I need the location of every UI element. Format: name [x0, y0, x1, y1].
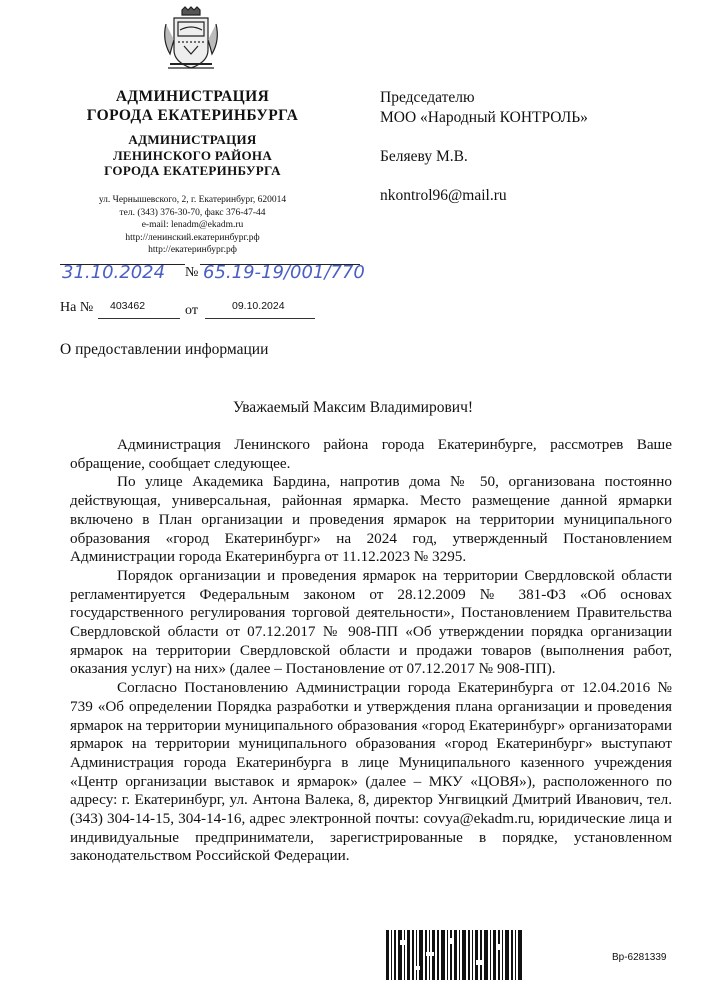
reference-label: На №: [60, 300, 94, 315]
outgoing-number: 65.19-19/001/770: [203, 262, 365, 283]
paragraph: Согласно Постановлению Администрации города Екатеринбурга от 12.04.2016 № 739 «Об определении Порядка разработки и утверждения плана организации и проведения ярмарок на территории муниципального образования «город Екатеринбург» организаторами ярмарок на территории муниципального образования «город Екатеринбург» выступают Администрация города Екатеринбурга в лице Муниципального казенного учреждения «Центр организации выставок и ярмарок» (далее – МКУ «ЦОВЯ»), расположенного по адресу: г. Екатеринбург, ул. Антона Валека, 8, директор Унгвицкий Дмитрий Иванович, тел. (343) 304-14-15, 304-14-16, адрес электронной почты: covya@ekadm.ru, юридические лица и индивидуальные предприниматели, зарегистрированные в порядке, установленном законодательством Российской Федерации.: [70, 679, 672, 865]
number-underline: [200, 264, 360, 265]
reference-number-underline: [98, 318, 180, 319]
recipient-title: Председателю: [380, 89, 475, 106]
contact-website-city: http://екатеринбург.рф: [148, 245, 237, 256]
recipient-block: [380, 88, 588, 207]
outgoing-date: 31.10.2024: [62, 262, 166, 283]
letter-subject: О предоставлении информации: [60, 341, 269, 358]
recipient-email: nkontrol96@mail.ru: [380, 187, 507, 205]
letter-body: [70, 436, 672, 866]
paragraph: Порядок организации и проведения ярмарок на территории Свердловской области регламентируется Федеральным законом от 28.12.2009 № 381-ФЗ «Об основах государственного регулирования торговой деятельности», Постановлением Правительства Свердловской области от 07.12.2017 № 908-ПП «Об утверждении порядка организации ярмарок на территории Свердловской области и продажи товаров (выполнения работ, оказания услуг) на них» (далее – Постановление от 07.12.2017 № 908-ПП).: [70, 566, 672, 678]
reference-from-label: от: [185, 303, 198, 318]
sub-organization-name: [60, 132, 325, 179]
contact-website-district: http://ленинский.екатеринбург.рф: [125, 232, 260, 243]
date-underline: [60, 264, 185, 265]
registration-number: Вр-6281339: [612, 952, 667, 963]
reference-number: 403462: [110, 300, 146, 312]
contact-email: e-mail: lenadm@ekadm.ru: [141, 220, 244, 231]
contact-block: [60, 194, 325, 257]
reference-date-underline: [205, 318, 315, 319]
recipient-organization: МОО «Народный КОНТРОЛЬ»: [380, 109, 588, 127]
org-name-line1: АДМИНИСТРАЦИЯ: [115, 88, 270, 105]
recipient-name: Беляеву М.В.: [380, 148, 468, 166]
sub-org-line3: ГОРОДА ЕКАТЕРИНБУРГА: [104, 163, 281, 179]
number-sign: №: [185, 265, 199, 280]
organization-name: [60, 88, 325, 125]
sub-org-line2: ЛЕНИНСКОГО РАЙОНА: [112, 147, 273, 163]
greeting: Уважаемый Максим Владимирович!: [232, 399, 474, 416]
org-name-line2: ГОРОДА ЕКАТЕРИНБУРГА: [86, 106, 299, 124]
reference-date: 09.10.2024: [232, 300, 285, 312]
sub-org-line1: АДМИНИСТРАЦИЯ: [128, 132, 257, 147]
paragraph: Администрация Ленинского района города Екатеринбурге, рассмотрев Ваше обращение, сообщает следующее.: [70, 436, 672, 472]
barcode-icon: [386, 930, 522, 980]
contact-address: ул. Чернышевского, 2, г. Екатеринбург, 620014: [98, 195, 287, 205]
contact-phone: тел. (343) 376-30-70, факс 376-47-44: [119, 207, 266, 218]
coat-of-arms-icon: [160, 6, 222, 74]
paragraph: По улице Академика Бардина, напротив дома № 50, организована постоянно действующая, универсальная, районная ярмарка. Место размещение данной ярмарки включено в План организации и проведения ярмарок на территории муниципального образования «город Екатеринбург» на 2024 год, утвержденный Постановлением Администрации города Екатеринбурга от 11.12.2023 № 3295.: [70, 473, 672, 566]
